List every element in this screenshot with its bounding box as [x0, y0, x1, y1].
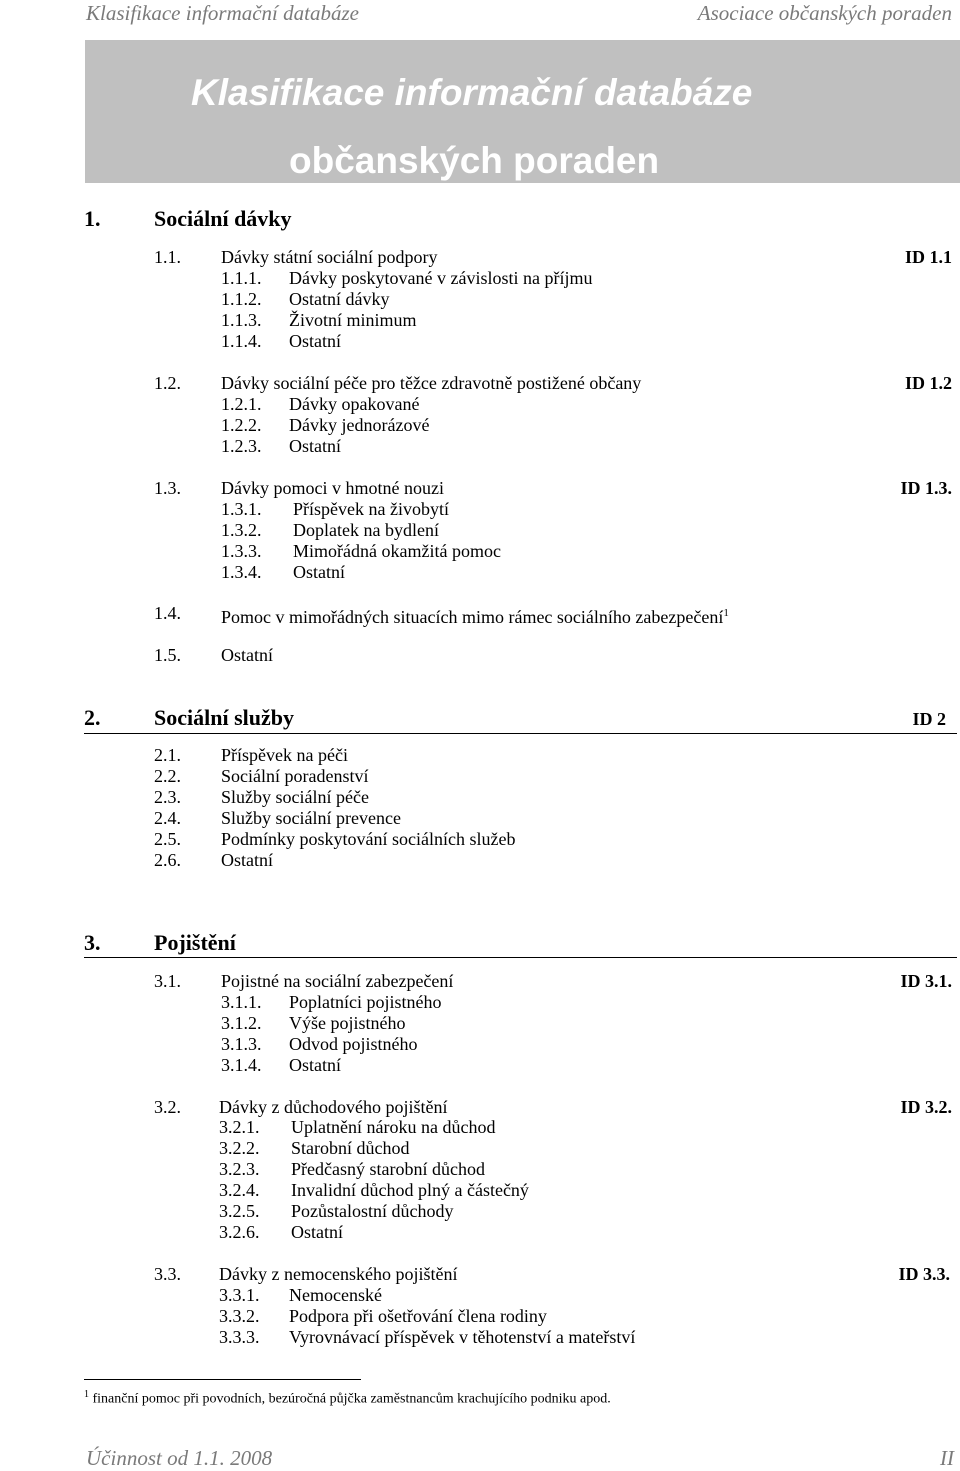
header-right: Asociace občanských poraden [697, 1, 952, 25]
sub-item-number: 3.2.5. [219, 1201, 260, 1221]
sub-item-label: Dávky jednorázové [289, 415, 430, 435]
footnote-text: finanční pomoc při povodních, bezúročná půjčka zaměstnancům krachujícího podniku apod. [92, 1391, 611, 1407]
item-number: 2.5. [154, 829, 181, 849]
item-label: Podmínky poskytování sociálních služeb [221, 829, 516, 849]
item-3-3-number: 3.3. [154, 1264, 181, 1284]
sub-item-number: 1.2.2. [221, 415, 262, 435]
item-number: 2.1. [154, 745, 181, 765]
sub-item-label: Pozůstalostní důchody [291, 1201, 454, 1221]
sub-item-label: Ostatní [289, 436, 341, 456]
section-1-title: Sociální dávky [154, 206, 292, 231]
item-1-1-id: ID 1.1 [904, 247, 952, 267]
sub-item-number: 1.2.1. [221, 394, 262, 414]
sub-item-number: 3.2.4. [219, 1180, 260, 1200]
sub-item-number: 1.1.2. [221, 289, 262, 309]
section-2-number: 2. [84, 705, 101, 730]
sub-item-number: 3.1.3. [221, 1034, 262, 1054]
section-1-number: 1. [84, 206, 101, 231]
footer-effective-date: Účinnost od 1.1. 2008 [86, 1446, 273, 1470]
sub-item-number: 3.3.1. [219, 1285, 260, 1305]
sub-item-label: Mimořádná okamžitá pomoc [293, 541, 501, 561]
section-divider [84, 733, 957, 734]
header-left: Klasifikace informační databáze [86, 1, 359, 25]
sub-item-label: Výše pojistného [289, 1013, 406, 1033]
sub-item-label: Dávky poskytované v závislosti na příjmu [289, 268, 593, 288]
footnote-divider [84, 1379, 361, 1380]
item-1-3-number: 1.3. [154, 478, 181, 498]
item-label: Služby sociální péče [221, 787, 369, 807]
sub-item-label: Ostatní dávky [289, 289, 390, 309]
item-label: Ostatní [221, 850, 273, 870]
title-banner [85, 40, 960, 183]
page-number: II [940, 1446, 954, 1470]
sub-item-label: Podpora při ošetřování člena rodiny [289, 1306, 547, 1326]
sub-item-number: 3.2.2. [219, 1138, 260, 1158]
item-1-3-id: ID 1.3. [900, 478, 952, 498]
sub-item-number: 3.2.1. [219, 1117, 260, 1137]
sub-item-number: 3.2.6. [219, 1222, 260, 1242]
sub-item-label: Ostatní [289, 1055, 341, 1075]
item-3-3-label: Dávky z nemocenského pojištění [219, 1264, 458, 1284]
item-3-3-id: ID 3.3. [898, 1264, 950, 1284]
sub-item-label: Ostatní [289, 331, 341, 351]
item-3-1-id: ID 3.1. [900, 971, 952, 991]
item-label: Příspěvek na péči [221, 745, 348, 765]
sub-item-number: 3.1.1. [221, 992, 262, 1012]
section-divider [84, 957, 957, 958]
item-1-2-id: ID 1.2 [904, 373, 952, 393]
sub-item-number: 3.3.3. [219, 1327, 260, 1347]
sub-item-label: Vyrovnávací příspěvek v těhotenství a mateřství [289, 1327, 636, 1347]
sub-item-number: 1.3.3. [221, 541, 262, 561]
sub-item-label: Odvod pojistného [289, 1034, 418, 1054]
item-number: 2.3. [154, 787, 181, 807]
sub-item-label: Předčasný starobní důchod [291, 1159, 485, 1179]
sub-item-number: 1.3.4. [221, 562, 262, 582]
item-1-5-label: Ostatní [221, 645, 273, 665]
item-label: Služby sociální prevence [221, 808, 401, 828]
sub-item-number: 1.1.3. [221, 310, 262, 330]
footnote-number: 1 [84, 1389, 89, 1400]
sub-item-label: Doplatek na bydlení [293, 520, 439, 540]
item-number: 2.6. [154, 850, 181, 870]
sub-item-label: Uplatnění nároku na důchod [291, 1117, 496, 1137]
banner-title-line1: Klasifikace informační databáze [191, 72, 753, 113]
footnote-reference: 1 [723, 607, 729, 619]
section-2-id: ID 2 [912, 709, 946, 729]
sub-item-label: Poplatníci pojistného [289, 992, 442, 1012]
sub-item-number: 3.1.4. [221, 1055, 262, 1075]
sub-item-label: Invalidní důchod plný a částečný [291, 1180, 529, 1200]
sub-item-label: Příspěvek na živobytí [293, 499, 449, 519]
sub-item-number: 1.1.1. [221, 268, 262, 288]
sub-item-number: 1.3.2. [221, 520, 262, 540]
item-1-4-label [221, 603, 729, 627]
item-3-2-number: 3.2. [154, 1097, 181, 1117]
item-3-2-id: ID 3.2. [900, 1097, 952, 1117]
item-1-4-text: Pomoc v mimořádných situacích mimo rámec sociálního zabezpečení [221, 607, 724, 627]
item-3-1-label: Pojistné na sociální zabezpečení [221, 971, 454, 991]
item-1-3-label: Dávky pomoci v hmotné nouzi [221, 478, 444, 498]
sub-item-label: Dávky opakované [289, 394, 420, 414]
banner-title-line2: občanských poraden [289, 140, 660, 181]
sub-item-number: 1.3.1. [221, 499, 262, 519]
sub-item-number: 3.1.2. [221, 1013, 262, 1033]
item-label: Sociální poradenství [221, 766, 369, 786]
sub-item-label: Ostatní [291, 1222, 343, 1242]
sub-item-number: 1.2.3. [221, 436, 262, 456]
sub-item-label: Nemocenské [289, 1285, 382, 1305]
footnote [84, 1386, 611, 1409]
sub-item-number: 3.3.2. [219, 1306, 260, 1326]
sub-item-label: Starobní důchod [291, 1138, 410, 1158]
sub-item-label: Životní minimum [289, 310, 417, 330]
section-3-title: Pojištění [154, 930, 236, 955]
item-1-2-label: Dávky sociální péče pro těžce zdravotně postižené občany [221, 373, 642, 393]
item-3-2-label: Dávky z důchodového pojištění [219, 1097, 448, 1117]
item-1-1-label: Dávky státní sociální podpory [221, 247, 438, 267]
sub-item-number: 3.2.3. [219, 1159, 260, 1179]
item-number: 2.4. [154, 808, 181, 828]
item-1-1-number: 1.1. [154, 247, 181, 267]
item-1-4-number: 1.4. [154, 603, 181, 623]
item-1-5-number: 1.5. [154, 645, 181, 665]
item-number: 2.2. [154, 766, 181, 786]
item-3-1-number: 3.1. [154, 971, 181, 991]
item-1-2-number: 1.2. [154, 373, 181, 393]
section-3-number: 3. [84, 930, 101, 955]
section-2-title: Sociální služby [154, 705, 294, 730]
sub-item-number: 1.1.4. [221, 331, 262, 351]
sub-item-label: Ostatní [293, 562, 345, 582]
